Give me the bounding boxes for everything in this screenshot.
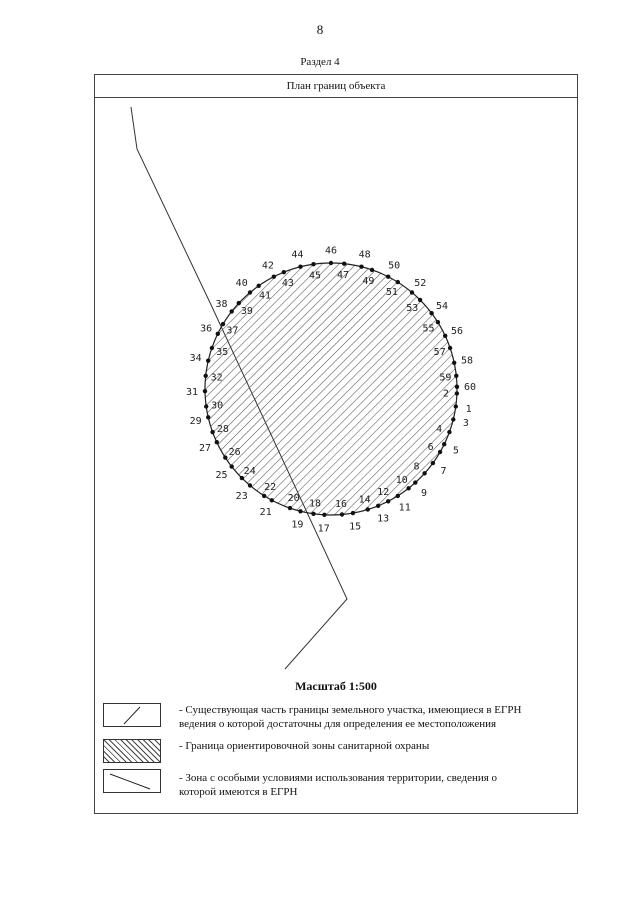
boundary-point-56 [443, 334, 447, 338]
boundary-point-label-18: 18 [308, 498, 322, 510]
boundary-point-18 [311, 512, 315, 516]
boundary-point-label-8: 8 [413, 461, 420, 473]
boundary-point-label-14: 14 [358, 494, 371, 506]
boundary-point-55 [436, 320, 440, 324]
legend-swatch-zone [103, 769, 161, 793]
boundary-point-label-43: 43 [281, 277, 294, 289]
legend-swatch-hatched [103, 739, 161, 763]
boundary-point-label-42: 42 [261, 260, 274, 272]
boundary-point-label-19: 19 [291, 519, 304, 531]
boundary-point-45 [311, 262, 315, 266]
boundary-point-label-6: 6 [427, 442, 434, 453]
boundary-point-46 [329, 261, 333, 265]
boundary-point-label-17: 17 [317, 523, 330, 535]
legend-text-parcel-line2: ведения о которой достаточны для определения ее местоположения [179, 718, 497, 730]
boundary-point-19 [298, 509, 302, 513]
boundary-point-14 [366, 507, 370, 511]
boundary-point-label-24: 24 [243, 465, 256, 477]
boundary-point-label-32: 32 [210, 372, 223, 384]
boundary-point-label-3: 3 [462, 418, 469, 430]
boundary-point-58 [452, 361, 456, 365]
legend-text-zone-line2: которой имеются в ЕГРН [179, 786, 298, 798]
boundary-point-47 [342, 262, 346, 266]
boundary-point-label-25: 25 [215, 470, 228, 482]
boundary-point-20 [288, 506, 292, 510]
boundary-point-label-58: 58 [460, 355, 474, 367]
boundary-point-2 [455, 391, 459, 395]
boundary-point-7 [431, 461, 435, 465]
boundary-point-16 [340, 512, 344, 516]
boundary-point-label-35: 35 [216, 347, 229, 359]
boundary-point-label-15: 15 [349, 521, 362, 533]
boundary-point-8 [422, 471, 426, 475]
boundary-point-5 [442, 442, 446, 446]
boundary-point-label-49: 49 [362, 275, 375, 287]
boundary-point-label-48: 48 [358, 249, 371, 261]
boundary-point-label-52: 52 [414, 278, 427, 289]
boundary-point-36 [216, 332, 220, 336]
boundary-point-label-7: 7 [440, 466, 447, 478]
boundary-point-42 [272, 275, 276, 279]
boundary-point-label-28: 28 [216, 423, 229, 435]
legend-text-sanitary: - Граница ориентировочной зоны санитарной охраны [179, 740, 430, 752]
boundary-point-22 [262, 494, 266, 498]
boundary-point-6 [438, 450, 442, 454]
boundary-point-54 [429, 311, 433, 315]
boundary-point-label-38: 38 [215, 298, 228, 310]
boundary-point-13 [376, 504, 380, 508]
page-number: 8 [316, 22, 324, 37]
boundary-point-label-36: 36 [200, 323, 213, 335]
boundary-point-label-30: 30 [211, 400, 224, 412]
boundary-point-label-46: 46 [324, 245, 338, 257]
boundary-point-label-57: 57 [433, 347, 446, 359]
boundary-point-48 [359, 265, 363, 269]
scale-label: Масштаб 1:500 [295, 679, 377, 693]
boundary-point-label-5: 5 [452, 445, 459, 457]
section-title: Раздел 4 [300, 56, 340, 68]
boundary-plan-drawing [95, 75, 579, 675]
legend-text-zone-line1: - Зона с особыми условиями использования территории, сведения о [179, 772, 498, 784]
boundary-point-label-26: 26 [228, 447, 241, 459]
boundary-point-label-39: 39 [240, 306, 253, 318]
boundary-point-28 [210, 430, 214, 434]
boundary-point-label-45: 45 [308, 270, 322, 282]
boundary-point-label-29: 29 [189, 415, 202, 427]
boundary-point-label-60: 60 [463, 382, 477, 394]
boundary-point-label-56: 56 [450, 325, 464, 337]
boundary-point-label-59: 59 [439, 372, 452, 384]
boundary-point-60 [455, 385, 459, 389]
boundary-point-23 [248, 483, 252, 487]
boundary-point-57 [448, 346, 452, 350]
boundary-point-26 [223, 455, 227, 459]
boundary-point-51 [396, 280, 400, 284]
plan-title: План границ объекта [95, 75, 577, 98]
boundary-point-label-53: 53 [406, 303, 419, 315]
boundary-point-label-10: 10 [395, 475, 408, 487]
boundary-point-12 [386, 499, 390, 503]
boundary-point-34 [206, 359, 210, 363]
boundary-point-59 [454, 374, 458, 378]
boundary-point-38 [230, 309, 234, 313]
boundary-point-label-27: 27 [198, 443, 212, 455]
boundary-point-label-23: 23 [235, 491, 248, 502]
boundary-point-21 [270, 498, 274, 502]
boundary-point-32 [204, 374, 208, 378]
boundary-point-label-9: 9 [420, 487, 428, 499]
boundary-point-43 [282, 270, 286, 274]
boundary-point-label-12: 12 [377, 487, 390, 498]
boundary-point-label-21: 21 [259, 507, 272, 519]
boundary-point-label-55: 55 [422, 323, 435, 335]
boundary-point-17 [322, 513, 326, 517]
boundary-point-label-54: 54 [435, 300, 449, 312]
boundary-point-50 [386, 275, 390, 279]
boundary-point-label-13: 13 [377, 513, 390, 525]
boundary-point-11 [396, 494, 400, 498]
boundary-point-25 [230, 464, 234, 468]
boundary-point-37 [221, 322, 225, 326]
boundary-point-label-34: 34 [189, 353, 202, 365]
boundary-point-label-47: 47 [336, 270, 350, 282]
boundary-point-29 [206, 415, 210, 419]
boundary-point-label-11: 11 [398, 502, 411, 514]
boundary-point-label-2: 2 [442, 388, 449, 400]
boundary-point-30 [204, 404, 208, 408]
boundary-point-label-20: 20 [287, 493, 300, 505]
boundary-point-1 [454, 404, 458, 408]
boundary-point-label-4: 4 [436, 423, 443, 435]
boundary-point-label-40: 40 [235, 278, 248, 289]
boundary-point-27 [215, 440, 219, 444]
boundary-point-15 [351, 511, 355, 515]
boundary-point-label-31: 31 [185, 386, 199, 398]
boundary-point-35 [210, 346, 214, 350]
boundary-point-49 [370, 268, 374, 272]
boundary-point-31 [203, 389, 207, 393]
boundary-point-44 [298, 265, 302, 269]
boundary-point-10 [406, 486, 410, 490]
boundary-point-label-51: 51 [385, 287, 398, 298]
boundary-point-label-22: 22 [264, 482, 277, 493]
plan-frame [94, 74, 578, 814]
boundary-point-label-50: 50 [388, 260, 401, 272]
boundary-point-label-16: 16 [334, 499, 348, 511]
boundary-point-label-1: 1 [465, 403, 472, 415]
boundary-point-3 [451, 417, 455, 421]
boundary-point-9 [413, 480, 417, 484]
boundary-point-label-37: 37 [226, 325, 239, 337]
boundary-point-4 [447, 430, 451, 434]
boundary-point-40 [248, 290, 252, 294]
legend-swatch-parcel [103, 703, 161, 727]
boundary-point-53 [418, 298, 422, 302]
boundary-point-39 [237, 301, 241, 305]
boundary-point-41 [257, 284, 261, 288]
boundary-point-label-41: 41 [258, 290, 272, 302]
boundary-point-label-44: 44 [291, 249, 304, 261]
boundary-point-52 [410, 290, 414, 294]
legend-text-parcel-line1: - Существующая часть границы земельного участка, имеющиеся в ЕГРН [179, 704, 522, 716]
